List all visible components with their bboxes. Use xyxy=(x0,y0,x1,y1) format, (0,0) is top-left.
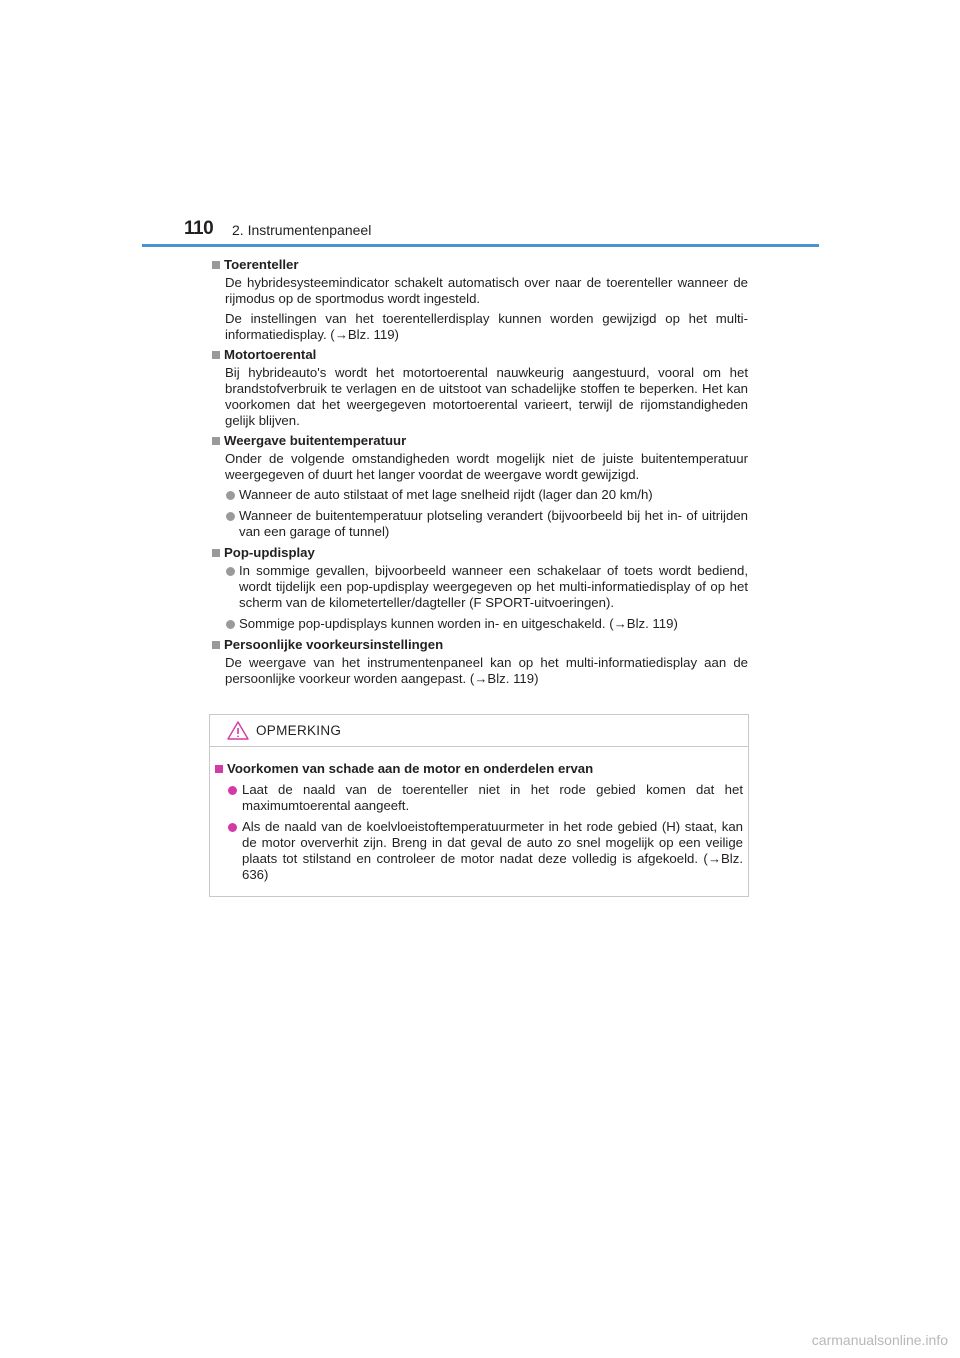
section-heading xyxy=(212,257,748,273)
list-item xyxy=(212,487,748,503)
paragraph-text: De instellingen van het toerentellerdisplay kunnen worden gewijzigd op het multi-informatiedisplay. (→Blz. 119) xyxy=(225,311,748,342)
list-item-text: Wanneer de auto stilstaat of met lage snelheid rijdt (lager dan 20 km/h) xyxy=(239,487,653,502)
section-heading-text: Weergave buitentemperatuur xyxy=(224,433,407,448)
paragraph: De hybridesysteemindicator schakelt automatisch over naar de toerenteller wanneer de rijmodus op de sportmodus wordt ingesteld. xyxy=(225,275,748,306)
page-header xyxy=(0,0,960,250)
section-heading xyxy=(212,545,748,561)
section-heading-text: Toerenteller xyxy=(224,257,299,272)
watermark-text: carmanualsonline.info xyxy=(811,1332,948,1348)
round-bullet-icon xyxy=(226,620,235,629)
section-heading xyxy=(212,347,748,363)
header-rule xyxy=(142,244,819,247)
section-motortoerental xyxy=(212,347,748,429)
square-bullet-icon xyxy=(212,549,220,557)
section-heading-text: Persoonlijke voorkeursinstellingen xyxy=(224,637,444,652)
section-heading-text: Pop-updisplay xyxy=(224,545,315,560)
list-item-text: In sommige gevallen, bijvoorbeeld wanneer een schakelaar of toets wordt bediend, wordt tijdelijk een pop-updisplay weergegeven op het multi-informatiedisplay of op het scherm van de kilometerteller/dagteller (F SPORT-uitvoeringen). xyxy=(239,563,748,610)
section-heading xyxy=(212,637,748,653)
section-popupdisplay xyxy=(212,545,748,632)
section-voorkeursinstellingen xyxy=(212,637,748,687)
list-item-text: Wanneer de buitentemperatuur plotseling verandert (bijvoorbeeld bij het in- of uitrijden van een garage of tunnel) xyxy=(239,508,748,539)
notice-body xyxy=(210,747,748,883)
section-heading-text: Motortoerental xyxy=(224,347,317,362)
notice-list-item-text: Als de naald van de koelvloeistoftemperatuurmeter in het rode gebied (H) staat, kan de motor oververhit zijn. Breng in dat geval de auto zo snel mogelijk op een veilige plaats tot stilstand en controleer de motor nadat deze volledig is afgekoeld. (→Blz. 636) xyxy=(242,819,743,882)
round-bullet-icon xyxy=(226,512,235,521)
notice-list-item xyxy=(215,782,743,814)
square-bullet-icon xyxy=(215,765,223,773)
notice-label: OPMERKING xyxy=(256,723,342,738)
paragraph xyxy=(212,311,748,343)
section-toerenteller xyxy=(212,257,748,343)
notice-title-row xyxy=(210,715,748,747)
section-heading xyxy=(212,433,748,449)
notice-box xyxy=(209,714,749,897)
list-item xyxy=(212,563,748,611)
round-bullet-icon xyxy=(226,491,235,500)
warning-triangle-icon xyxy=(227,721,249,740)
paragraph: Bij hybrideauto's wordt het motortoerental nauwkeurig aangestuurd, vooral om het brandstofverbruik te verlagen en de uitstoot van schadelijke stoffen te beperken. Het kan voorkomen dat het weergegeven motortoerental varieert, terwijl de rijomstandigheden gelijk blijven. xyxy=(225,365,748,428)
paragraph: De weergave van het instrumentenpaneel kan op het multi-informatiedisplay aan de persoonlijke voorkeur worden aangepast. (→Blz. 119) xyxy=(225,655,748,686)
square-bullet-icon xyxy=(212,437,220,445)
notice-list-item-text: Laat de naald van de toerenteller niet in het rode gebied komen dat het maximumtoerental aangeeft. xyxy=(242,782,743,813)
paragraph: Onder de volgende omstandigheden wordt mogelijk niet de juiste buitentemperatuur weergegeven of duurt het langer voordat de weergave wordt gewijzigd. xyxy=(225,451,748,482)
notice-list-item xyxy=(215,819,743,883)
list-item xyxy=(212,508,748,540)
notice-heading xyxy=(215,761,743,777)
square-bullet-icon xyxy=(212,261,220,269)
round-bullet-icon xyxy=(228,823,237,832)
page-content xyxy=(212,257,748,691)
section-buitentemperatuur xyxy=(212,433,748,540)
notice-heading-text: Voorkomen van schade aan de motor en onderdelen ervan xyxy=(227,761,594,776)
square-bullet-icon xyxy=(212,351,220,359)
round-bullet-icon xyxy=(228,786,237,795)
list-item xyxy=(212,616,748,632)
round-bullet-icon xyxy=(226,567,235,576)
square-bullet-icon xyxy=(212,641,220,649)
list-item-text: Sommige pop-updisplays kunnen worden in- en uitgeschakeld. (→Blz. 119) xyxy=(239,616,678,631)
page-number: 110 xyxy=(184,218,214,239)
chapter-title: 2. Instrumentenpaneel xyxy=(232,222,372,238)
